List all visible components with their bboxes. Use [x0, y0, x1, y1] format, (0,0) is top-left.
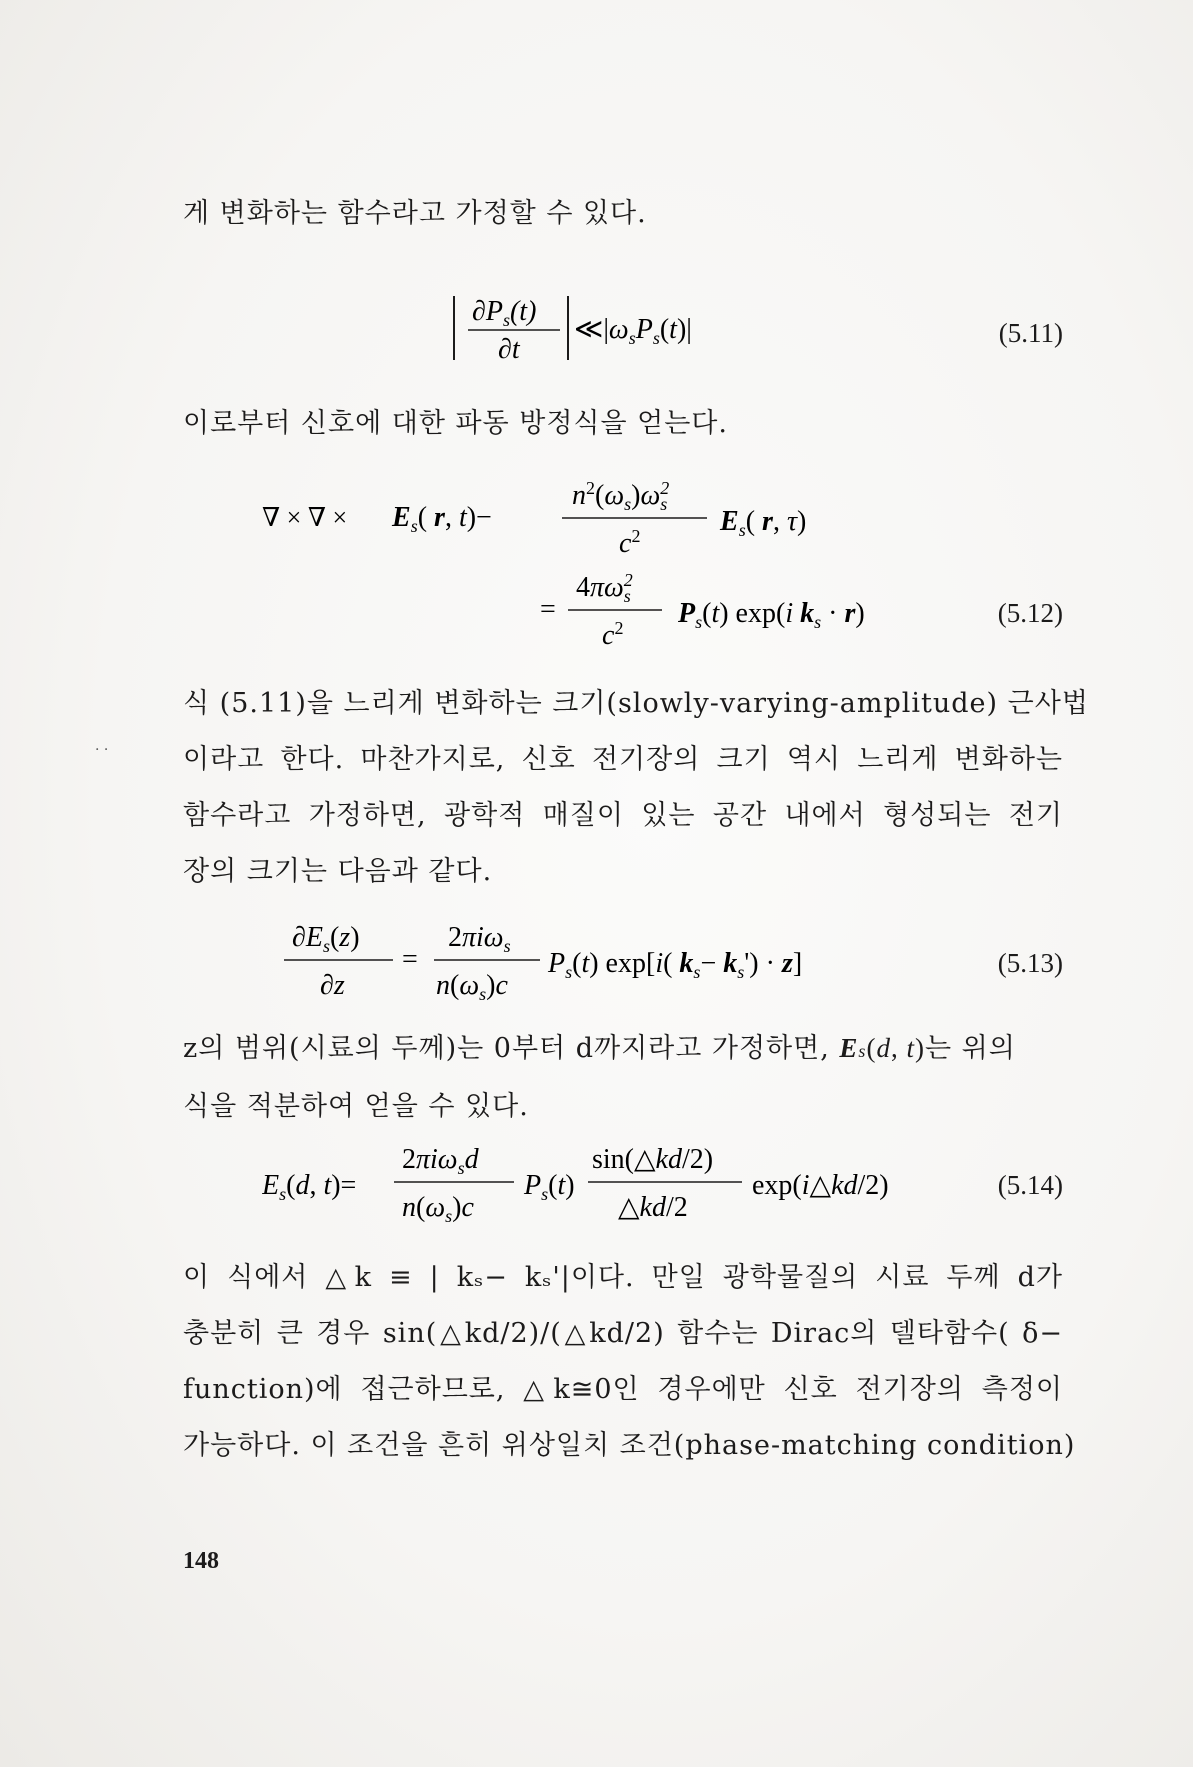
- svg-text:Es(d, t)=: $E_s(d$, t)=: [262, 1170, 357, 1204]
- svg-text:=: =: [402, 944, 418, 975]
- svg-text:c2: $c^2$: [602, 618, 624, 651]
- equation-number: (5.12): [997, 598, 1063, 628]
- text-line: 이 식에서 △k ≡ | kₛ− kₛ'|이다. 만일 광학물질의 시료 두께 d가: [183, 1262, 1063, 1293]
- text-line: 식을 적분하여 얻을 수 있다.: [183, 1091, 529, 1122]
- svg-text:∂t: ∂t: [498, 334, 520, 365]
- svg-text:∂Es(z): $\partial E_s(z)$: [292, 922, 360, 956]
- paragraph-5: [183, 1250, 1076, 1474]
- paragraph-3: [183, 676, 1089, 900]
- svg-text:∂z: ∂z: [320, 970, 345, 1001]
- text-line: z의 범위(시료의 두께)는 0부터 d까지라고 가정하면, Es(d, t)는 위의: [183, 1033, 1016, 1064]
- text-line: 게 변화하는 함수라고 가정할 수 있다.: [183, 198, 647, 229]
- svg-text:n(ωs)c: $n(\omega_s)c$: [402, 1192, 474, 1226]
- page-number: 148: [183, 1548, 219, 1574]
- equation-number: (5.13): [997, 948, 1063, 978]
- svg-text:≪|ωsPs(t)|: $≪|\omega_sP_s(t)|$: [574, 314, 692, 348]
- svg-text:4πω2s: $4\pi\omega^2$ s: [576, 570, 633, 606]
- svg-text:c2: $c^2$: [619, 526, 641, 559]
- svg-text:Ps(t) exp[i( ks− ks') · z]: $P_s(t)$ exp[i( $k_s- k_s') \cdot z$]: [548, 948, 803, 982]
- svg-text:n(ωs)c: $n(\omega_s)c$: [436, 970, 508, 1004]
- text-line: 이라고 한다. 마찬가지로, 신호 전기장의 크기 역시 느리게 변화하는: [183, 744, 1063, 775]
- text-fragment: 는 위의: [924, 1033, 1016, 1064]
- text-line: 가능하다. 이 조건을 흔히 위상일치 조건(phase-matching condition): [183, 1430, 1076, 1461]
- equation-5-12-rhs: [540, 560, 960, 668]
- svg-text:△kd/2: △kd/2: [618, 1192, 688, 1223]
- equation-number: (5.11): [998, 318, 1063, 348]
- equation-5-11: [450, 290, 750, 378]
- svg-text:Ps(t): $P_s(t)$: [524, 1170, 575, 1204]
- equation-number: (5.14): [997, 1170, 1063, 1200]
- text-fragment: z의 범위(시료의 두께)는 0부터 d까지라고 가정하면,: [183, 1033, 830, 1064]
- svg-text:Es( r, τ): $E_s$( r, τ): [720, 506, 807, 540]
- text-line: 충분히 큰 경우 sin(△kd/2)/(△kd/2) 함수는 Dirac의 델타함수( δ−: [183, 1318, 1063, 1349]
- svg-text:n2(ωs)ω2s: $n^2(\omega_s)\omega^2$ s: [572, 478, 670, 514]
- paragraph-4: [183, 1020, 1063, 1135]
- svg-text:2πiωs: 2πiω$_s$: [448, 922, 511, 956]
- equation-5-13: [278, 910, 918, 1018]
- text-line: 이로부터 신호에 대한 파동 방정식을 얻는다.: [183, 408, 728, 439]
- text-line: function)에 접근하므로, △k≅0인 경우에만 신호 전기장의 측정이: [183, 1374, 1063, 1405]
- margin-mark: · ·: [95, 742, 109, 758]
- text-line: 함수라고 가정하면, 광학적 매질이 있는 공간 내에서 형성되는 전기: [183, 800, 1063, 831]
- paragraph-2: [183, 396, 1063, 452]
- text-line: 장의 크기는 다음과 같다.: [183, 856, 493, 887]
- svg-text:∇ × ∇ ×: ∇ × ∇ ×: [262, 503, 348, 532]
- equation-5-14: [262, 1132, 962, 1240]
- svg-text:Ps(t) exp(i ks · r): $P_s(t)$ exp(i $k_s \cdot r$): [678, 598, 865, 632]
- paragraph-1: [183, 186, 1063, 242]
- svg-text:exp(i△kd/2): exp(i△kd/2): [752, 1170, 889, 1201]
- svg-text:=: =: [540, 594, 556, 625]
- svg-text:∂Ps(t): $\partial P_s(t)$: [472, 296, 537, 330]
- svg-text:Es( r, t)−: $E_s$( r, t)−: [392, 502, 492, 536]
- svg-text:sin(△kd/2): sin(△kd/2): [592, 1144, 714, 1175]
- svg-text:2πiωsd: 2πiω$_s$d: [402, 1144, 479, 1178]
- text-line: 식 (5.11)을 느리게 변화하는 크기(slowly-varying-amplitude) 근사법: [183, 688, 1089, 719]
